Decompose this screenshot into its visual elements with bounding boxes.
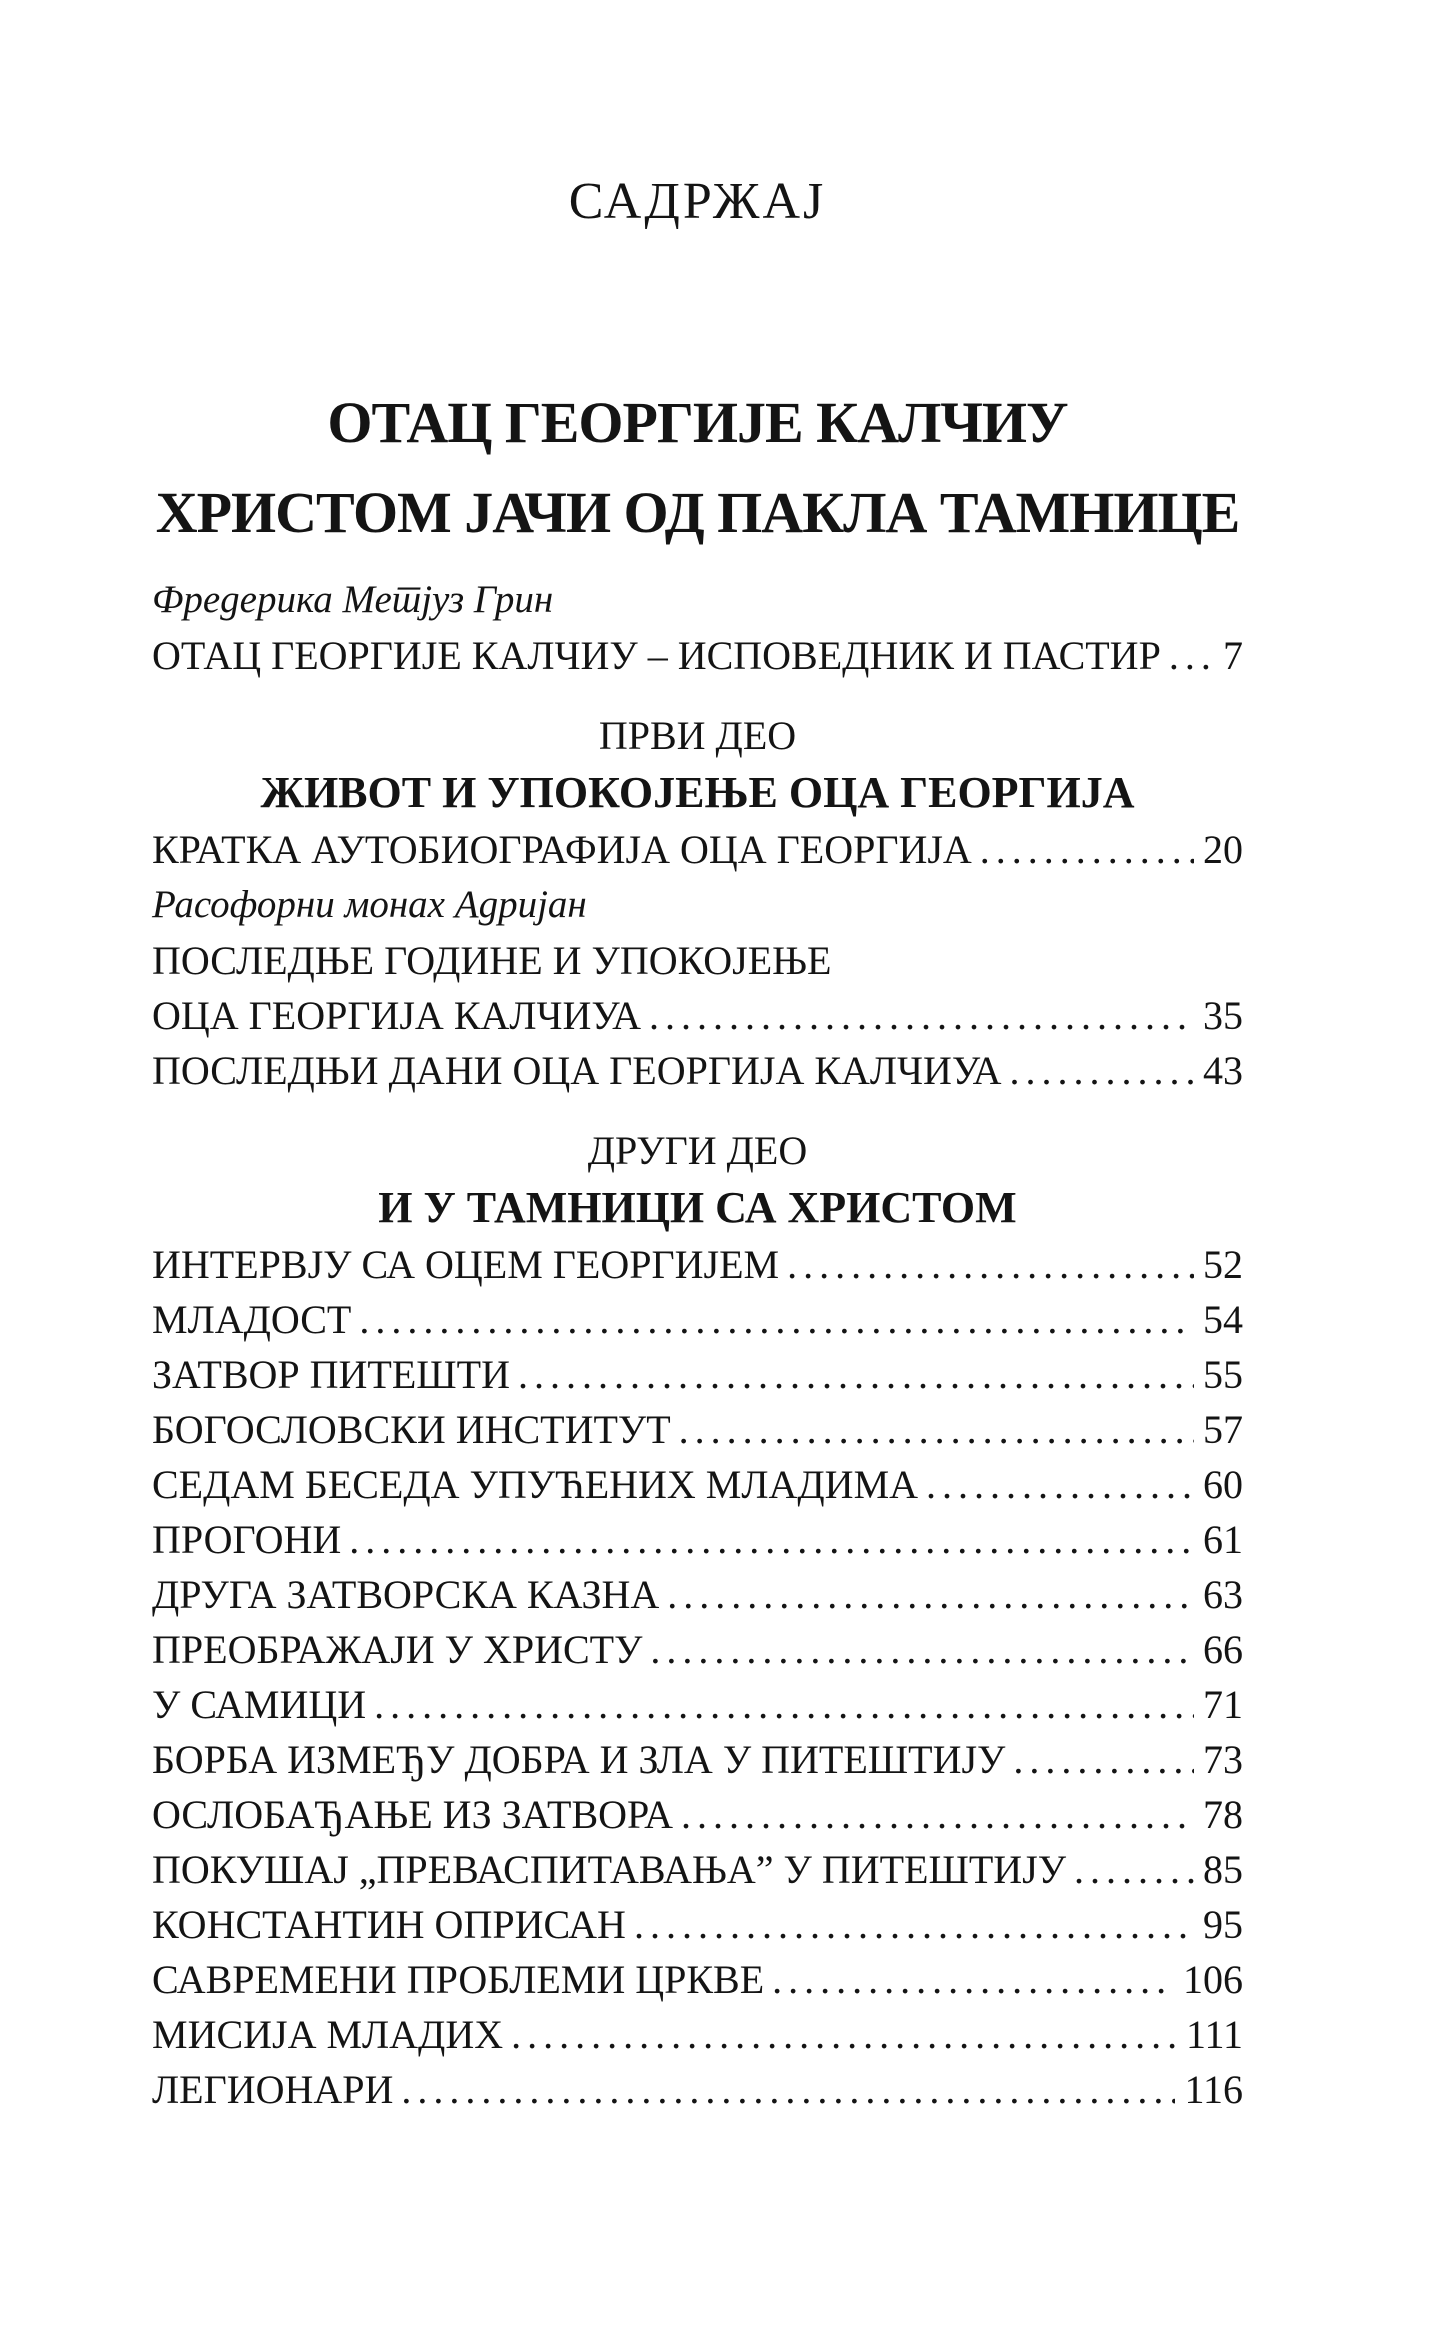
dot-leader	[649, 988, 1194, 1043]
page-number: 116	[1184, 2066, 1243, 2112]
page-number: 61	[1203, 1516, 1243, 1562]
book-title-line-1: ОТАЦ ГЕОРГИЈЕ КАЛЧИУ	[327, 389, 1068, 455]
dot-leader	[401, 2062, 1175, 2117]
dot-leader	[634, 1897, 1194, 1952]
dot-leader	[980, 822, 1194, 877]
dot-leader	[1074, 1842, 1194, 1897]
toc-entry-title: У САМИЦИ	[152, 1681, 367, 1727]
page-number: 52	[1203, 1241, 1243, 1287]
toc-entry-title: ОСЛОБАЂАЊЕ ИЗ ЗАТВОРА	[152, 1791, 674, 1837]
toc-entry-line	[152, 988, 1243, 1043]
dot-leader	[511, 2007, 1177, 2062]
page-number: 7	[1223, 632, 1243, 678]
dot-leader	[667, 1567, 1194, 1622]
toc-entry-title: БОРБА ИЗМЕЂУ ДОБРА И ЗЛА У ПИТЕШТИЈУ	[152, 1736, 1006, 1782]
part-label: ДРУГИ ДЕО	[587, 1127, 808, 1173]
dot-leader	[359, 1292, 1194, 1347]
toc-entry-title: ИНТЕРВЈУ СА ОЦЕМ ГЕОРГИЈЕМ	[152, 1241, 780, 1287]
toc-entry-title: ЛЕГИОНАРИ	[152, 2066, 394, 2112]
dot-leader	[650, 1622, 1194, 1677]
section-title: ЖИВОТ И УПОКОЈЕЊЕ ОЦА ГЕОРГИЈА	[260, 767, 1135, 817]
toc-entry	[152, 1842, 1243, 1897]
toc-entry	[152, 1732, 1243, 1787]
section-title: И У ТАМНИЦИ СА ХРИСТОМ	[378, 1182, 1017, 1232]
dot-leader	[1169, 628, 1214, 683]
toc-entry	[152, 1512, 1243, 1567]
toc-entry-title: ОТАЦ ГЕОРГИЈЕ КАЛЧИУ – ИСПОВЕДНИК И ПАСТИР	[152, 632, 1161, 678]
toc-entry	[152, 1347, 1243, 1402]
toc-entry	[152, 1043, 1243, 1098]
toc-entry-line	[152, 933, 1243, 988]
toc-entry-title: КОНСТАНТИН ОПРИСАН	[152, 1901, 626, 1947]
page-number: 66	[1203, 1626, 1243, 1672]
toc-list	[152, 572, 1243, 2117]
page-number: 60	[1203, 1461, 1243, 1507]
toc-entry	[152, 1457, 1243, 1512]
dot-leader	[518, 1347, 1194, 1402]
book-title-line-2: ХРИСТОМ ЈАЧИ ОД ПАКЛА ТАМНИЦЕ	[155, 479, 1240, 545]
toc-entry	[152, 822, 1243, 877]
dot-leader	[772, 1952, 1174, 2007]
toc-entry	[152, 1952, 1243, 2007]
page-number: 85	[1203, 1846, 1243, 1892]
page-number: 78	[1203, 1791, 1243, 1837]
toc-entry-title: МЛАДОСТ	[152, 1296, 352, 1342]
dot-leader	[374, 1677, 1194, 1732]
toc-entry-title: СЕДАМ БЕСЕДА УПУЋЕНИХ МЛАДИМА	[152, 1461, 919, 1507]
dot-leader	[681, 1787, 1194, 1842]
page-number: 111	[1185, 2011, 1243, 2057]
page-number: 20	[1203, 826, 1243, 872]
toc-entry	[152, 1402, 1243, 1457]
page-number: 95	[1203, 1901, 1243, 1947]
toc-entry	[152, 1622, 1243, 1677]
dot-leader	[1013, 1732, 1194, 1787]
toc-entry	[152, 1787, 1243, 1842]
toc-entry	[152, 1677, 1243, 1732]
page-number: 57	[1203, 1406, 1243, 1452]
dot-leader	[1009, 1043, 1194, 1098]
page-number: 71	[1203, 1681, 1243, 1727]
dot-leader	[349, 1512, 1194, 1567]
toc-entry-title: ПОСЛЕДЊИ ДАНИ ОЦА ГЕОРГИЈА КАЛЧИУА	[152, 1047, 1002, 1093]
page-number: 35	[1203, 992, 1243, 1038]
page-number: 43	[1203, 1047, 1243, 1093]
page-number: 73	[1203, 1736, 1243, 1782]
toc-entry-title: ПОСЛЕДЊЕ ГОДИНЕ И УПОКОЈЕЊЕ	[152, 937, 832, 983]
page-number: 54	[1203, 1296, 1243, 1342]
toc-entry-title: ПРОГОНИ	[152, 1516, 342, 1562]
toc-entry-title: ОЦА ГЕОРГИЈА КАЛЧИУА	[152, 992, 641, 1038]
toc-entry	[152, 1237, 1243, 1292]
toc-entry	[152, 2062, 1243, 2117]
toc-entry	[152, 2007, 1243, 2062]
page-number: 55	[1203, 1351, 1243, 1397]
toc-entry	[152, 1292, 1243, 1347]
toc-entry-title: САВРЕМЕНИ ПРОБЛЕМИ ЦРКВЕ	[152, 1956, 765, 2002]
toc-entry-title: БОГОСЛОВСКИ ИНСТИТУТ	[152, 1406, 671, 1452]
dot-leader	[926, 1457, 1194, 1512]
book-title	[152, 378, 1243, 558]
part-label: ПРВИ ДЕО	[598, 712, 797, 758]
page-title: САДРЖАЈ	[568, 173, 827, 230]
page-number: 63	[1203, 1571, 1243, 1617]
dot-leader	[787, 1237, 1194, 1292]
toc-entry-title: МИСИЈА МЛАДИХ	[152, 2011, 504, 2057]
toc-entry-title: ДРУГА ЗАТВОРСКА КАЗНА	[152, 1571, 660, 1617]
toc-entry-title: ПОКУШАЈ „ПРЕВАСПИТАВАЊА” У ПИТЕШТИЈУ	[152, 1846, 1067, 1892]
toc-entry	[152, 1567, 1243, 1622]
page-number: 106	[1183, 1956, 1243, 2002]
author-line: Фредерика Метјуз Грин	[152, 577, 554, 621]
author-line: Расофорни монах Адријан	[152, 882, 587, 926]
dot-leader	[679, 1402, 1194, 1457]
toc-entry	[152, 628, 1243, 683]
toc-entry-title: ПРЕОБРАЖАЈИ У ХРИСТУ	[152, 1626, 643, 1672]
toc-entry	[152, 1897, 1243, 1952]
toc-entry-title: КРАТКА АУТОБИОГРАФИЈА ОЦА ГЕОРГИЈА	[152, 826, 972, 872]
toc-entry-title: ЗАТВОР ПИТЕШТИ	[152, 1351, 510, 1397]
